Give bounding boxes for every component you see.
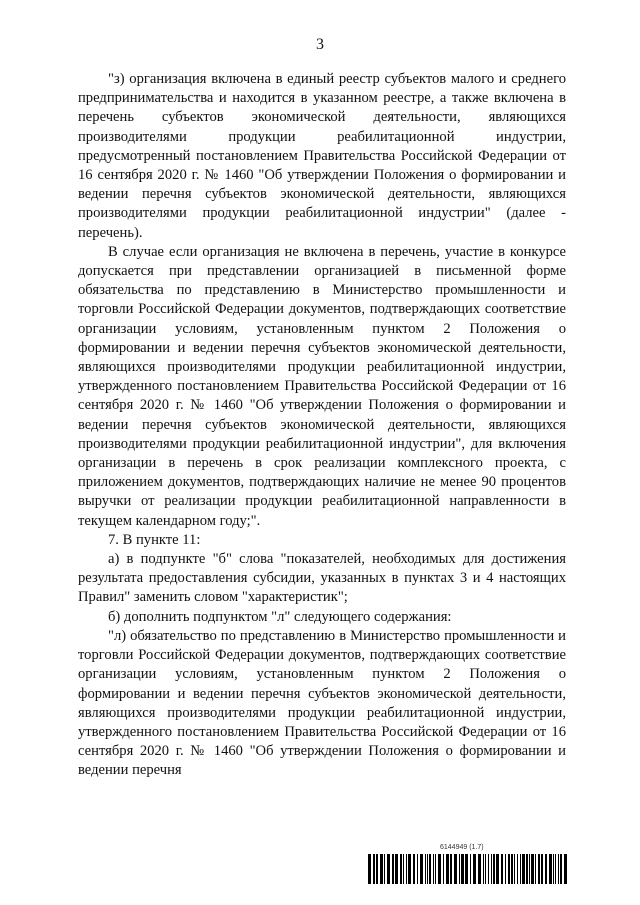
barcode-label: 6144949 (1.7): [440, 844, 484, 851]
paragraph-subpoint-b: б) дополнить подпунктом "л" следующего содержания:: [108, 608, 452, 625]
document-body: [78, 70, 566, 781]
barcode-block: [368, 844, 570, 888]
barcode-icon: [368, 854, 570, 884]
paragraph-z: "з) организация включена в единый реестр субъектов малого и среднего предпринимательства и находится в указанном реестре, а также включена в перечень субъектов экономической деятельности, являющихся производителями продукции реабилитационной индустрии, предусмотренный постановлением Правительства Российской Федерации от 16 сентября 2020 г. № 1460 "Об утверждении Положения о формировании и ведении перечня субъектов экономической деятельности, являющихся производителями продукции реабилитационной индустрии" (далее - перечень).: [78, 71, 566, 241]
paragraph-point-7: 7. В пункте 11:: [108, 531, 201, 548]
paragraph-subpoint-a: а) в подпункте "б" слова "показателей, необходимых для достижения результата предоставления субсидии, указанных в пунктах 3 и 4 настоящих Правил" заменить словом "характеристик";: [78, 551, 566, 606]
page-number: 3: [316, 36, 324, 53]
paragraph-not-included: В случае если организация не включена в перечень, участие в конкурсе допускается при представлении организацией в письменной форме обязательства по представлению в Министерство промышленности и торговли Российской Федерации документов, подтверждающих соответствие организации условиям, установленным пунктом 2 Положения о формировании и ведении перечня субъектов экономической деятельности, являющихся производителями продукции реабилитационной индустрии, утвержденного постановлением Правительства Российской Федерации от 16 сентября 2020 г. № 1460 "Об утверждении Положения о формировании и ведении перечня субъектов экономической деятельности, являющихся производителями продукции реабилитационной индустрии", для включения организации в перечень в срок реализации комплексного проекта, с приложением документов, подтверждающих наличие не менее 90 процентов выручки от реализации продукции реабилитационной направленности в текущем календарном году;".: [78, 243, 566, 529]
paragraph-subpoint-l: "л) обязательство по представлению в Министерство промышленности и торговли Российской Федерации документов, подтверждающих соответствие организации условиям, установленным пунктом 2 Положения о формировании и ведении перечня субъектов экономической деятельности, являющихся производителями продукции реабилитационной индустрии, утвержденного постановлением Правительства Российской Федерации от 16 сентября 2020 г. № 1460 "Об утверждении Положения о формировании и ведении перечня: [78, 627, 566, 779]
